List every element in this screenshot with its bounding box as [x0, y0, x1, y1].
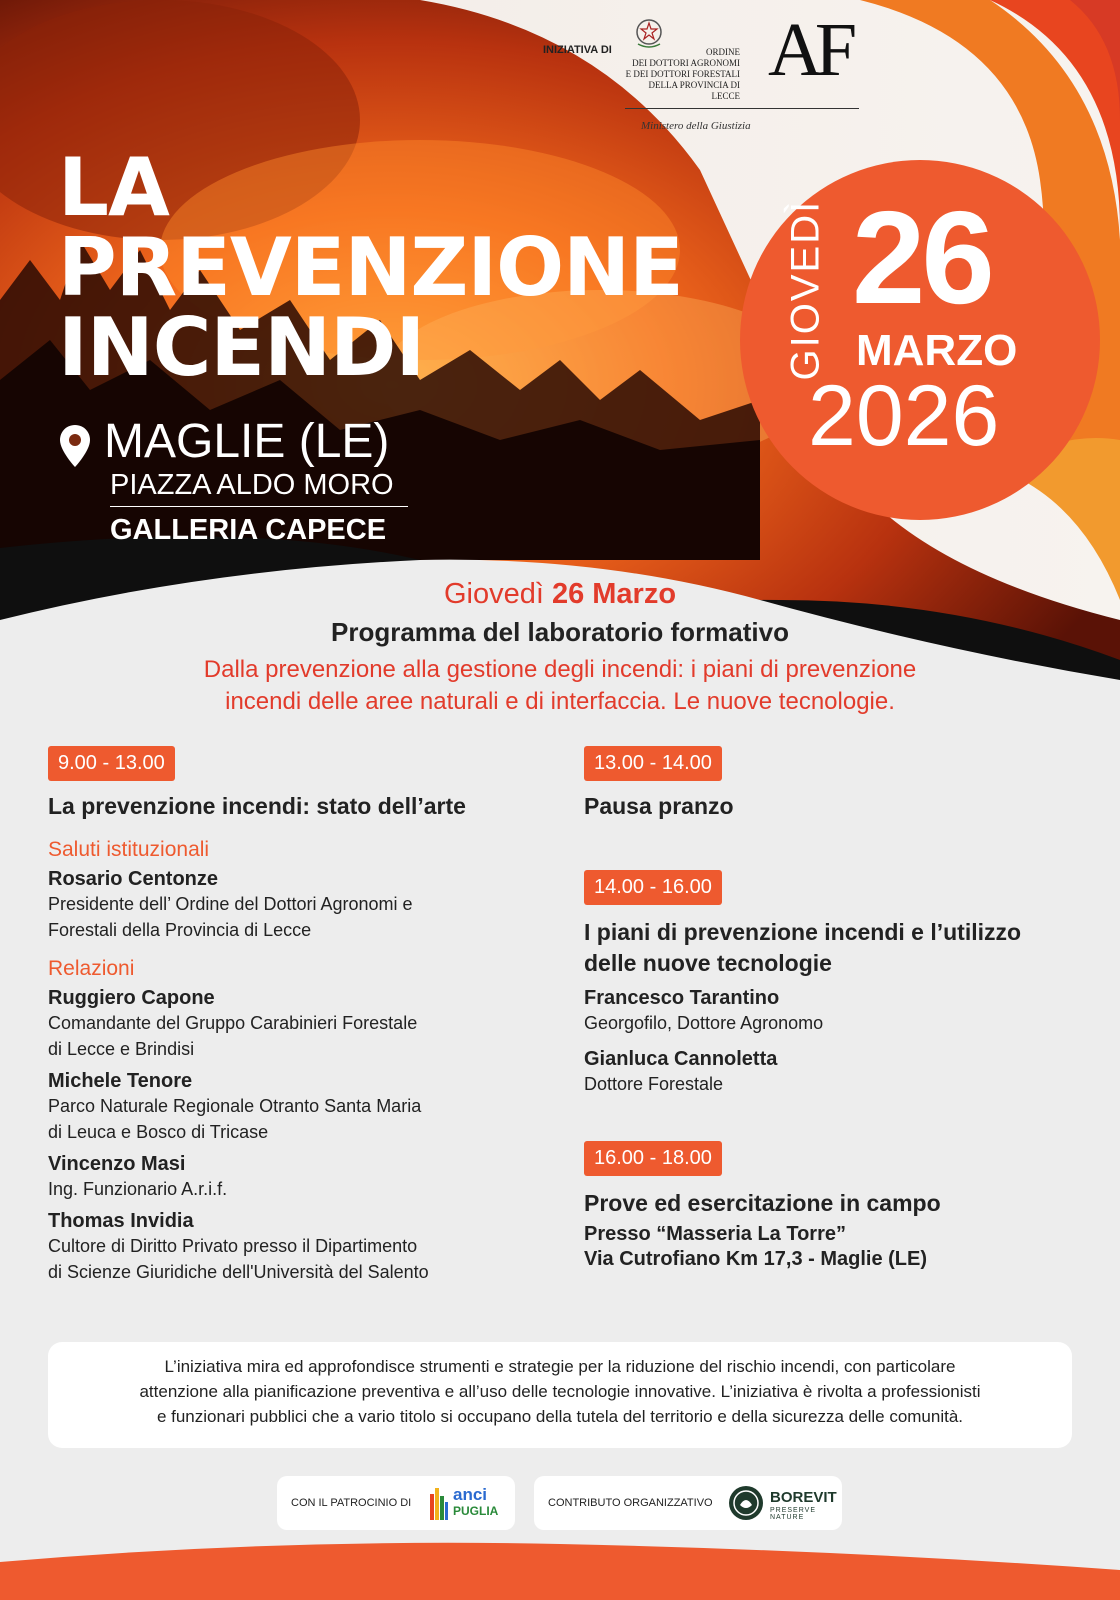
description-line: attenzione alla pianificazione preventiva e all’uso delle tecnologie innovative. L’iniziativa è rivolta a professionisti: [139, 1382, 981, 1401]
session-title: Prove ed esercitazione in campo: [584, 1190, 941, 1216]
date-month: MARZO: [856, 326, 1018, 375]
description-box: [48, 1342, 1072, 1448]
ordine-line: DELLA PROVINCIA DI LECCE: [648, 80, 740, 101]
borevit-tagline: PRESERVE NATURE: [770, 1507, 816, 1521]
program-subtitle-line-1: Dalla prevenzione alla gestione degli incendi: i piani di prevenzione: [203, 656, 917, 683]
patrocinio-pill: [277, 1476, 515, 1530]
ordine-line: ORDINE: [706, 47, 740, 57]
time-slot-badge: 14.00 - 16.00: [584, 870, 722, 905]
date-weekday: GIOVEDÌ: [783, 199, 828, 381]
program-date: [0, 576, 1120, 612]
program-date-prefix: Giovedì: [443, 578, 544, 610]
session-title-line-2: delle nuove tecnologie: [584, 950, 832, 976]
title-line-1: LA: [58, 141, 169, 234]
anci-logo-mark-icon: [429, 1484, 449, 1522]
description-line: e funzionari pubblici che a vario titolo si occupano della tutela del territorio e della sicurezza delle comunità.: [156, 1407, 964, 1426]
iniziativa-label: INIZIATIVA DI: [543, 44, 612, 56]
italian-emblem-icon: [634, 16, 664, 50]
ordine-name: [620, 47, 740, 102]
contributo-label: CONTRIBUTO ORGANIZZATIVO: [548, 1497, 713, 1509]
time-slot-badge: 16.00 - 18.00: [584, 1141, 722, 1176]
ordine-line: DEI DOTTORI AGRONOMI: [632, 58, 740, 68]
speaker-desc: di Scienze Giuridiche dell'Università del Salento: [48, 1262, 429, 1282]
ordine-line: E DEI DOTTORI FORESTALI: [625, 69, 740, 79]
date-day: 26: [852, 184, 991, 331]
speaker-desc: Comandante del Gruppo Carabinieri Forestale: [48, 1013, 418, 1033]
program-subtitle-line-2: incendi delle aree naturali e di interfaccia. Le nuove tecnologie.: [225, 688, 895, 715]
location-square: PIAZZA ALDO MORO: [110, 469, 394, 501]
venue-line-2: Via Cutrofiano Km 17,3 - Maglie (LE): [584, 1248, 928, 1270]
borevit-logo-icon: [728, 1485, 764, 1521]
session-title: La prevenzione incendi: stato dell’arte: [48, 793, 466, 819]
date-weekday-wrap: [760, 199, 852, 384]
event-title: [58, 141, 683, 394]
af-logo: AF: [768, 8, 850, 92]
session-title-line-1: I piani di prevenzione incendi e l’utilizzo: [584, 919, 1022, 945]
program-date-bold: 26 Marzo: [551, 578, 677, 610]
time-slot-badge: 13.00 - 14.00: [584, 746, 722, 781]
anci-logo-subtext: PUGLIA: [453, 1504, 499, 1518]
saluti-label: Saluti istituzionali: [48, 838, 210, 861]
ministero-label: Ministero della Giustizia: [641, 120, 751, 132]
description-line: L’iniziativa mira ed approfondisce strumenti e strategie per la riduzione del rischio incendi, con particolare: [164, 1357, 956, 1376]
location-venue: GALLERIA CAPECE: [110, 514, 387, 546]
venue-line-1: Presso “Masseria La Torre”: [584, 1223, 846, 1245]
session-title: Pausa pranzo: [584, 793, 734, 819]
speaker-desc: Georgofilo, Dottore Agronomo: [584, 1013, 824, 1033]
program-heading: Programma del laboratorio formativo: [331, 617, 789, 647]
location-city: MAGLIE (LE): [104, 415, 390, 468]
speaker-desc: Parco Naturale Regionale Otranto Santa Maria: [48, 1096, 422, 1116]
speaker-desc: Cultore di Diritto Privato presso il Dipartimento: [48, 1236, 418, 1256]
patrocinio-label: CON IL PATROCINIO DI: [291, 1497, 412, 1509]
speaker-name: Michele Tenore: [48, 1070, 193, 1092]
location-pin-icon: [58, 423, 92, 469]
speaker-desc: Forestali della Provincia di Lecce: [48, 920, 312, 940]
speaker-name: Vincenzo Masi: [48, 1153, 186, 1175]
relazioni-label: Relazioni: [48, 957, 135, 980]
anci-logo-text: anci: [453, 1485, 488, 1504]
session-title: [584, 917, 1084, 979]
speaker-name: Ruggiero Capone: [48, 987, 215, 1009]
speaker-desc: Ing. Funzionario A.r.i.f.: [48, 1179, 228, 1199]
header-divider: [625, 108, 859, 109]
title-line-2: PREVENZIONE: [58, 221, 683, 314]
title-line-3: INCENDI: [58, 301, 425, 394]
left-column: [48, 746, 518, 1285]
time-slot-badge: 9.00 - 13.00: [48, 746, 175, 781]
speaker-desc: di Lecce e Brindisi: [48, 1039, 195, 1059]
date-year: 2026: [808, 368, 1000, 464]
right-column: [584, 746, 1084, 1271]
location-divider: [110, 506, 408, 507]
program-subtitle: [0, 654, 1120, 718]
speaker-name: Thomas Invidia: [48, 1210, 194, 1232]
speaker-desc: di Leuca e Bosco di Tricase: [48, 1122, 269, 1142]
bottom-wave: [0, 1530, 1120, 1600]
borevit-name: BOREVIT: [770, 1489, 837, 1506]
speaker-name: Rosario Centonze: [48, 868, 219, 890]
speaker-name: Gianluca Cannoletta: [584, 1048, 778, 1070]
speaker-desc: Presidente dell’ Ordine del Dottori Agronomi e: [48, 894, 413, 914]
speaker-desc: Dottore Forestale: [584, 1074, 724, 1094]
speaker-name: Francesco Tarantino: [584, 987, 780, 1009]
contributo-pill: [534, 1476, 842, 1530]
